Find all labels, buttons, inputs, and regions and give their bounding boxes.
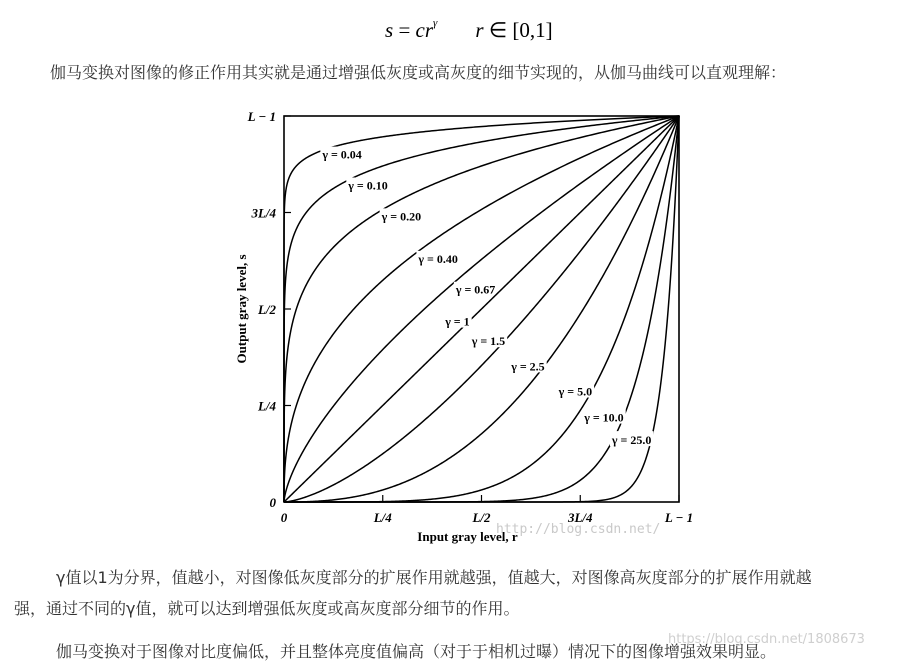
x-tick-label: L − 1 bbox=[664, 510, 694, 525]
watermark-corner: https://blog.csdn.net/1808673 bbox=[668, 632, 865, 647]
curve-label: γ = 0.10 bbox=[348, 178, 388, 193]
curve-label: γ = 5.0 bbox=[558, 384, 593, 399]
x-axis-title: Input gray level, r bbox=[417, 529, 518, 544]
y-tick-label: 3L/4 bbox=[251, 205, 276, 221]
y-tick-label: 0 bbox=[269, 495, 276, 510]
x-tick-label: 0 bbox=[280, 510, 288, 525]
curve-label: γ = 2.5 bbox=[511, 359, 545, 374]
y-tick-label: L/2 bbox=[257, 302, 276, 317]
y-tick-label: L/4 bbox=[257, 398, 276, 414]
curve-label: γ = 0.67 bbox=[455, 282, 496, 297]
intro-paragraph: 伽马变换对图像的修正作用其实就是通过增强低灰度或高灰度的细节实现的，从伽马曲线可以直观理解： bbox=[50, 63, 787, 82]
gamma-curves-figure bbox=[226, 100, 706, 552]
watermark-text: http://blog.csdn.net/ bbox=[496, 522, 661, 537]
formula-gamma: γ bbox=[433, 17, 438, 29]
conclusion-paragraph: 伽马变换对于图像对比度偏低，并且整体亮度值偏高（对于于相机过曝）情况下的图像增强效果明显。 bbox=[56, 642, 777, 661]
y-axis-title: Output gray level, s bbox=[234, 254, 249, 364]
curve-label: γ = 0.40 bbox=[418, 251, 458, 266]
gamma-formula bbox=[385, 18, 553, 43]
x-tick-label: 3L/4 bbox=[567, 510, 593, 525]
y-tick-label: L − 1 bbox=[247, 109, 276, 124]
curve-label: γ = 1 bbox=[445, 314, 470, 329]
curve-label: γ = 25.0 bbox=[611, 433, 652, 448]
gamma-explanation-line1: γ值以1为分界，值越小，对图像低灰度部分的扩展作用就越强，值越大，对图像高灰度部分的扩展作用就越 bbox=[56, 568, 812, 587]
gamma-chart bbox=[226, 100, 706, 552]
x-tick-label: L/4 bbox=[373, 510, 392, 525]
gamma-explanation-line2: 强，通过不同的γ值，就可以达到增强低灰度或高灰度部分细节的作用。 bbox=[14, 599, 520, 618]
curve-label: γ = 10.0 bbox=[584, 410, 624, 425]
formula-cr: cr bbox=[415, 18, 434, 42]
curve-label: γ = 0.04 bbox=[322, 147, 362, 162]
curve-label: γ = 0.20 bbox=[381, 209, 422, 224]
formula-range: ∈ [0,1] bbox=[483, 18, 553, 42]
x-tick-label: L/2 bbox=[472, 510, 491, 525]
formula-s: s bbox=[385, 18, 394, 42]
formula-r: r bbox=[475, 18, 484, 42]
curve-label: γ = 1.5 bbox=[471, 334, 506, 349]
formula-eq: = bbox=[393, 18, 416, 42]
